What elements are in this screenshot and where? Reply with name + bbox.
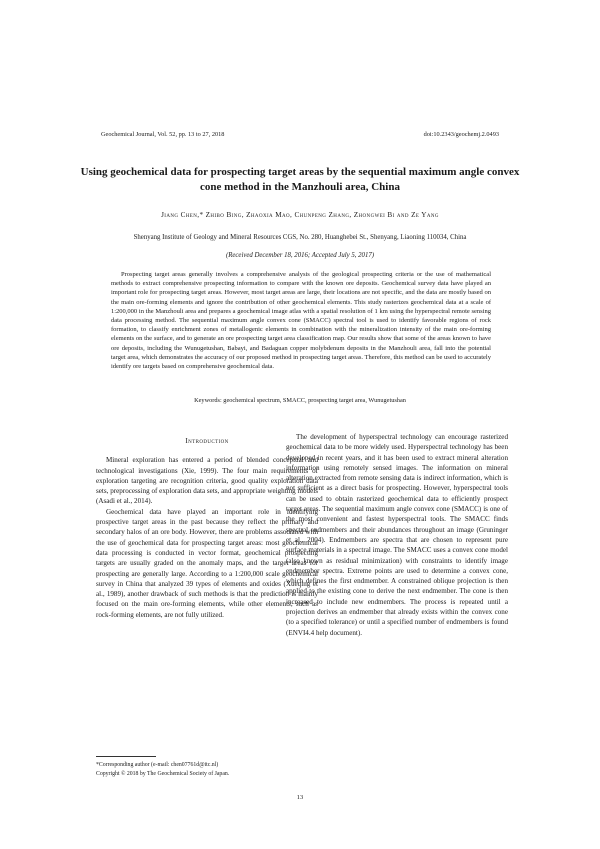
- doi[interactable]: doi:10.2343/geochemj.2.0493: [423, 131, 499, 138]
- copyright-note: Copyright © 2018 by The Geochemical Society of Japan.: [96, 771, 230, 777]
- left-column: [96, 428, 318, 620]
- right-column: [286, 432, 508, 638]
- corresponding-author-note: *Corresponding author (e-mail: chen07761d@itc.nl): [96, 762, 219, 768]
- intro-paragraph-2: Geochemical data have played an important role in identifying prospective target areas in the past because they reflect the primary and secondary halos of an ore body. However, there are problems associated with the use of geochemical data for prospecting target areas: most geochemical data processing is conducted in vector format, geochemical prospecting targets are usually graded on the anomaly maps, and the target areas for prospecting are generally large. According to a 1:200,000 scale geochemical survey in China that analyzed 39 types of elements and oxides (Xueqing et al., 1989), another drawback of such methods is that the prediction is mainly focused on the main ore-forming elements, while other elements, such as rock-forming elements, are not fully utilized.: [96, 507, 318, 619]
- received-dates: (Received December 18, 2016; Accepted July 5, 2017): [225, 252, 375, 259]
- keywords: Keywords: geochemical spectrum, SMACC, prospecting target area, Wunugetushan: [194, 397, 406, 404]
- footnote-rule: [96, 756, 156, 757]
- journal-citation: Geochemical Journal, Vol. 52, pp. 13 to 27, 2018: [101, 131, 225, 138]
- affiliation: Shenyang Institute of Geology and Mineral Resources CGS, No. 280, Huanghebei St., Shenyang, Liaoning 110034, China: [133, 234, 467, 241]
- footnotes: [96, 756, 318, 779]
- introduction-heading: Introduction: [185, 436, 229, 445]
- intro-paragraph-1: Mineral exploration has entered a period of blended conceptual and technological investigations (Xie, 1999). The four main requirements of exploration targeting are recognition criteria, good quality exploration data sets, preprocessing of exploration data sets, and appropriate weighting models (Asadi et al., 2014).: [96, 456, 318, 506]
- abstract: Prospecting target areas generally involves a comprehensive analysis of the geological prospecting criteria or the use of mathematical methods to extract comprehensive prospecting information to compare with the known ore deposits. Geochemical survey data have played an important role for prospecting target areas. However, most target areas are large, their locations are not specific, and the data are mostly based on the main ore-forming elements and ignore the contribution of other geochemical elements. This study rasterizes geochemical data at a scale of 1:200,000 in the Manzhouli area and prepares a geochemical image atlas with a spatial resolution of 1 km using the hyperspectral remote sensing data processing method. The sequential maximum angle convex cone (SMACC) spectral tool is used to identify favorable regions of rock formation, to classify enrichment zones of metallogenic elements in combination with the mineralization intensity of the main ore-forming elements on the surface, and to generate an ore prospecting target area classification map. Our results show that some of the areas known to have ore deposits, including the Wunugetushan, Babayi, and Badaguan copper molybdenum deposits in the Manzhouli area, fall into the potential target area, which demonstrates the accuracy of our proposed method in prospecting target areas. Therefore, this method can be used to accurately identify ore targets based on comprehensive geochemical data.: [111, 271, 491, 371]
- running-head: [101, 131, 499, 138]
- author-list: Jiang Chen,* Zhibo Bing, Zhaoxia Mao, Chunpeng Zhang, Zhongwei Bi and Ze Yang: [161, 211, 439, 219]
- page-number: 13: [296, 794, 304, 801]
- intro-paragraph-3: The development of hyperspectral technology can encourage rasterized geochemical data to be more widely used. Hyperspectral technology has been developed in recent years, and it has been used to extract mineral alteration information using remotely sensed images. The information on mineral alteration extracted from remote sensing data is indirect information, which is not sufficient as a direct basis for prospecting. However, hyperspectral tools can be used to obtain rasterized geochemical data to efficiently prospect target areas. The sequential maximum angle convex cone (SMACC) is one of the most convenient and fastest hyperspectral tools. The SMACC finds spectral endmembers and their abundances throughout an image (Gruninger et al., 2004). Endmembers are spectra that are chosen to represent pure surface materials in a spectral image. The SMACC uses a convex cone model (also known as residual minimization) with constraints to identify image endmember spectra. Extreme points are used to determine a convex cone, which defines the first endmember. A constrained oblique projection is then applied to the existing cone to derive the next endmember. The cone is then increased to include new endmembers. The process is repeated until a projection derives an endmember that already exists within the convex cone (to a specified tolerance) or until a specified number of endmembers is found (ENVI4.4 help document).: [286, 433, 508, 637]
- article-title: Using geochemical data for prospecting target areas by the sequential maximum angle convex cone method in the Manzhouli area, China: [80, 166, 520, 193]
